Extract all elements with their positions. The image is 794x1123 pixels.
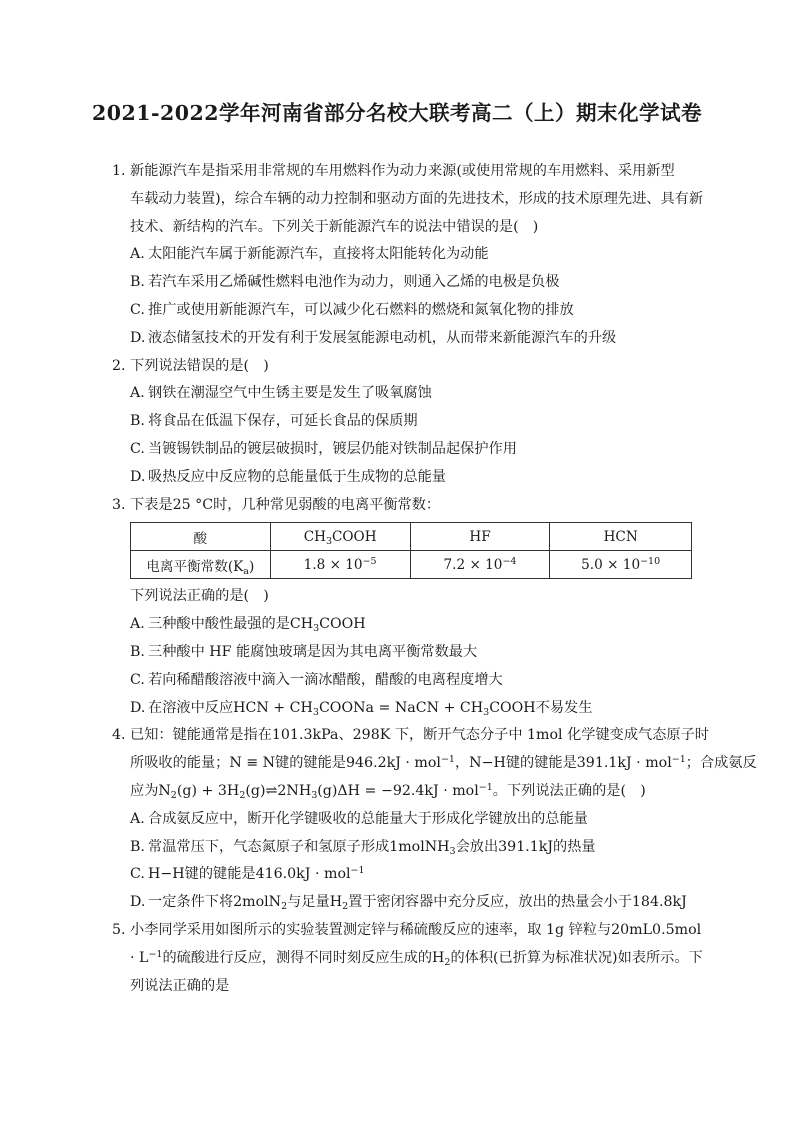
question-stem: 已知：键能通常是指在101.3kPa、298K 下，断开气态分子中 1mol 化学键变成气态原子时: [130, 727, 709, 744]
option-letter: A.: [130, 810, 145, 827]
question-stem: 所吸收的能量；N ≡ N键的键能是946.2kJ · mol$^{-1}$，N−H键的键能是391.1kJ · mol$^{-1}$；合成氨反: [130, 754, 757, 772]
option-a: A. 三种酸中酸性最强的是$CH_3COOH$: [130, 611, 695, 639]
option-letter: A.: [130, 616, 145, 633]
option-text: 若汽车采用乙烯碱性燃料电池作为动力，则通入乙烯的电极是负极: [148, 274, 560, 291]
option-letter: B.: [130, 274, 145, 291]
question-stem: 车载动力装置)，综合车辆的动力控制和驱动方面的先进技术，形成的技术原理先进、具有新: [130, 190, 704, 207]
option-d: D. 一定条件下将2molN$_2$与足量$H_2$置于密闭容器中充分反应，放出的热量会小于184.8kJ: [130, 889, 695, 917]
question-stem: 下列说法错误的是( ): [130, 357, 269, 374]
option-c: C. H−H键的键能是416.0kJ · mol$^{-1}$: [130, 861, 695, 889]
option-d: [130, 325, 695, 353]
option-letter: B.: [130, 413, 145, 430]
question-stem: 应为$N_2(g)$ + $3H_2(g)\rightleftharpoons 2NH_3(g)\Delta H = -92.4kJ \cdot mol^{-1}$。下列说法正确的是( ): [130, 781, 646, 801]
page-title: 2021-2022学年河南省部分名校大联考高二（上）期末化学试卷: [91, 101, 703, 125]
question-number: 1.: [112, 163, 126, 179]
question-stem: 下表是25 °C时，几种常见弱酸的电离平衡常数：: [130, 496, 441, 513]
option-text: 推广或使用新能源汽车，可以减少化石燃料的燃烧和氮氧化物的排放: [148, 301, 574, 318]
option-d: D. 在溶液中反应HCN + $CH_3COONa$ = NaCN + $CH_3COOH$不易发生: [130, 695, 695, 723]
option-letter: A.: [130, 385, 145, 402]
option-b: B. 三种酸中 HF 能腐蚀玻璃是因为其电离平衡常数最大: [130, 639, 695, 667]
table-header-row: [131, 523, 692, 551]
question-stem: 技术、新结构的汽车。下列关于新能源汽车的说法中错误的是( ): [130, 218, 539, 235]
option-text: 当镀锡铁制品的镀层破损时，镀层仍能对铁制品起保护作用: [148, 440, 517, 457]
option-text: 液态储氢技术的开发有利于发展氢能源电动机，从而带来新能源汽车的升级: [148, 329, 617, 346]
option-c: [130, 436, 695, 464]
option-a: A. 合成氨反应中，断开化学键吸收的总能量大于形成化学键放出的总能量: [130, 806, 695, 834]
table-cell: $1.8 \times 10^{-5}$: [270, 551, 410, 579]
table-cell: HCN: [550, 523, 692, 551]
option-text: 太阳能汽车属于新能源汽车，直接将太阳能转化为动能: [148, 246, 489, 263]
question-number: 5.: [112, 921, 126, 938]
question-stem: 新能源汽车是指采用非常规的车用燃料作为动力来源(或使用常规的车用燃料、采用新型: [130, 163, 675, 179]
option-b: B. 常温常压下，气态氮原子和氢原子形成1molNH$_3$会放出391.1kJ的热量: [130, 834, 695, 862]
option-letter: B.: [130, 643, 145, 660]
option-letter: C.: [130, 866, 145, 883]
question-2: [112, 353, 695, 492]
option-b: [130, 269, 695, 297]
option-letter: D.: [130, 329, 146, 346]
option-text: 钢铁在潮湿空气中生锈主要是发生了吸氧腐蚀: [148, 385, 432, 402]
option-b: [130, 408, 695, 436]
question-3: [112, 492, 695, 723]
table-cell: $5.0 \times 10^{-10}$: [550, 551, 692, 579]
option-text: 吸热反应中反应物的总能量低于生成物的总能量: [148, 468, 446, 485]
option-c: C. 若向稀醋酸溶液中滴入一滴冰醋酸，醋酸的电离程度增大: [130, 667, 695, 695]
option-letter: D.: [130, 468, 146, 485]
question-number: 4.: [112, 727, 126, 744]
question-stem: 小李同学采用如图所示的实验装置测定锌与稀硫酸反应的速率，取 1g 锌粒与20mL0.5mol: [130, 921, 702, 938]
option-text: 将食品在低温下保存，可延长食品的保质期: [148, 413, 418, 430]
ionization-constant-table: [130, 522, 692, 579]
option-c: [130, 297, 695, 325]
question-4: [112, 722, 757, 917]
question-stem: · $L^{-1}$的硫酸进行反应，测得不同时刻反应生成的$H_2$的体积(已折算为标准状况)如表所示。下: [130, 948, 703, 968]
question-number: 2.: [112, 357, 126, 374]
question-1: [112, 158, 704, 353]
question-5: [112, 917, 703, 1000]
table-cell: HF: [410, 523, 550, 551]
option-letter: A.: [130, 246, 145, 263]
option-letter: C.: [130, 671, 145, 688]
question-list: [112, 158, 757, 1000]
table-cell: $CH_3COOH$: [270, 523, 410, 551]
table-cell: 酸: [131, 523, 271, 551]
option-letter: C.: [130, 440, 145, 457]
question-stem: 下列说法正确的是( ): [130, 588, 269, 605]
question-number: 3.: [112, 496, 126, 513]
option-a: [130, 241, 695, 269]
table-cell: 电离平衡常数$(K_a)$: [131, 551, 271, 579]
option-letter: D.: [130, 894, 146, 911]
option-d: [130, 464, 695, 492]
table-cell: $7.2 \times 10^{-4}$: [410, 551, 550, 579]
option-letter: C.: [130, 301, 145, 318]
option-letter: D.: [130, 699, 146, 716]
table-row: [131, 551, 692, 579]
option-letter: B.: [130, 838, 145, 855]
option-a: [130, 380, 695, 408]
question-stem: 列说法正确的是: [130, 977, 230, 994]
